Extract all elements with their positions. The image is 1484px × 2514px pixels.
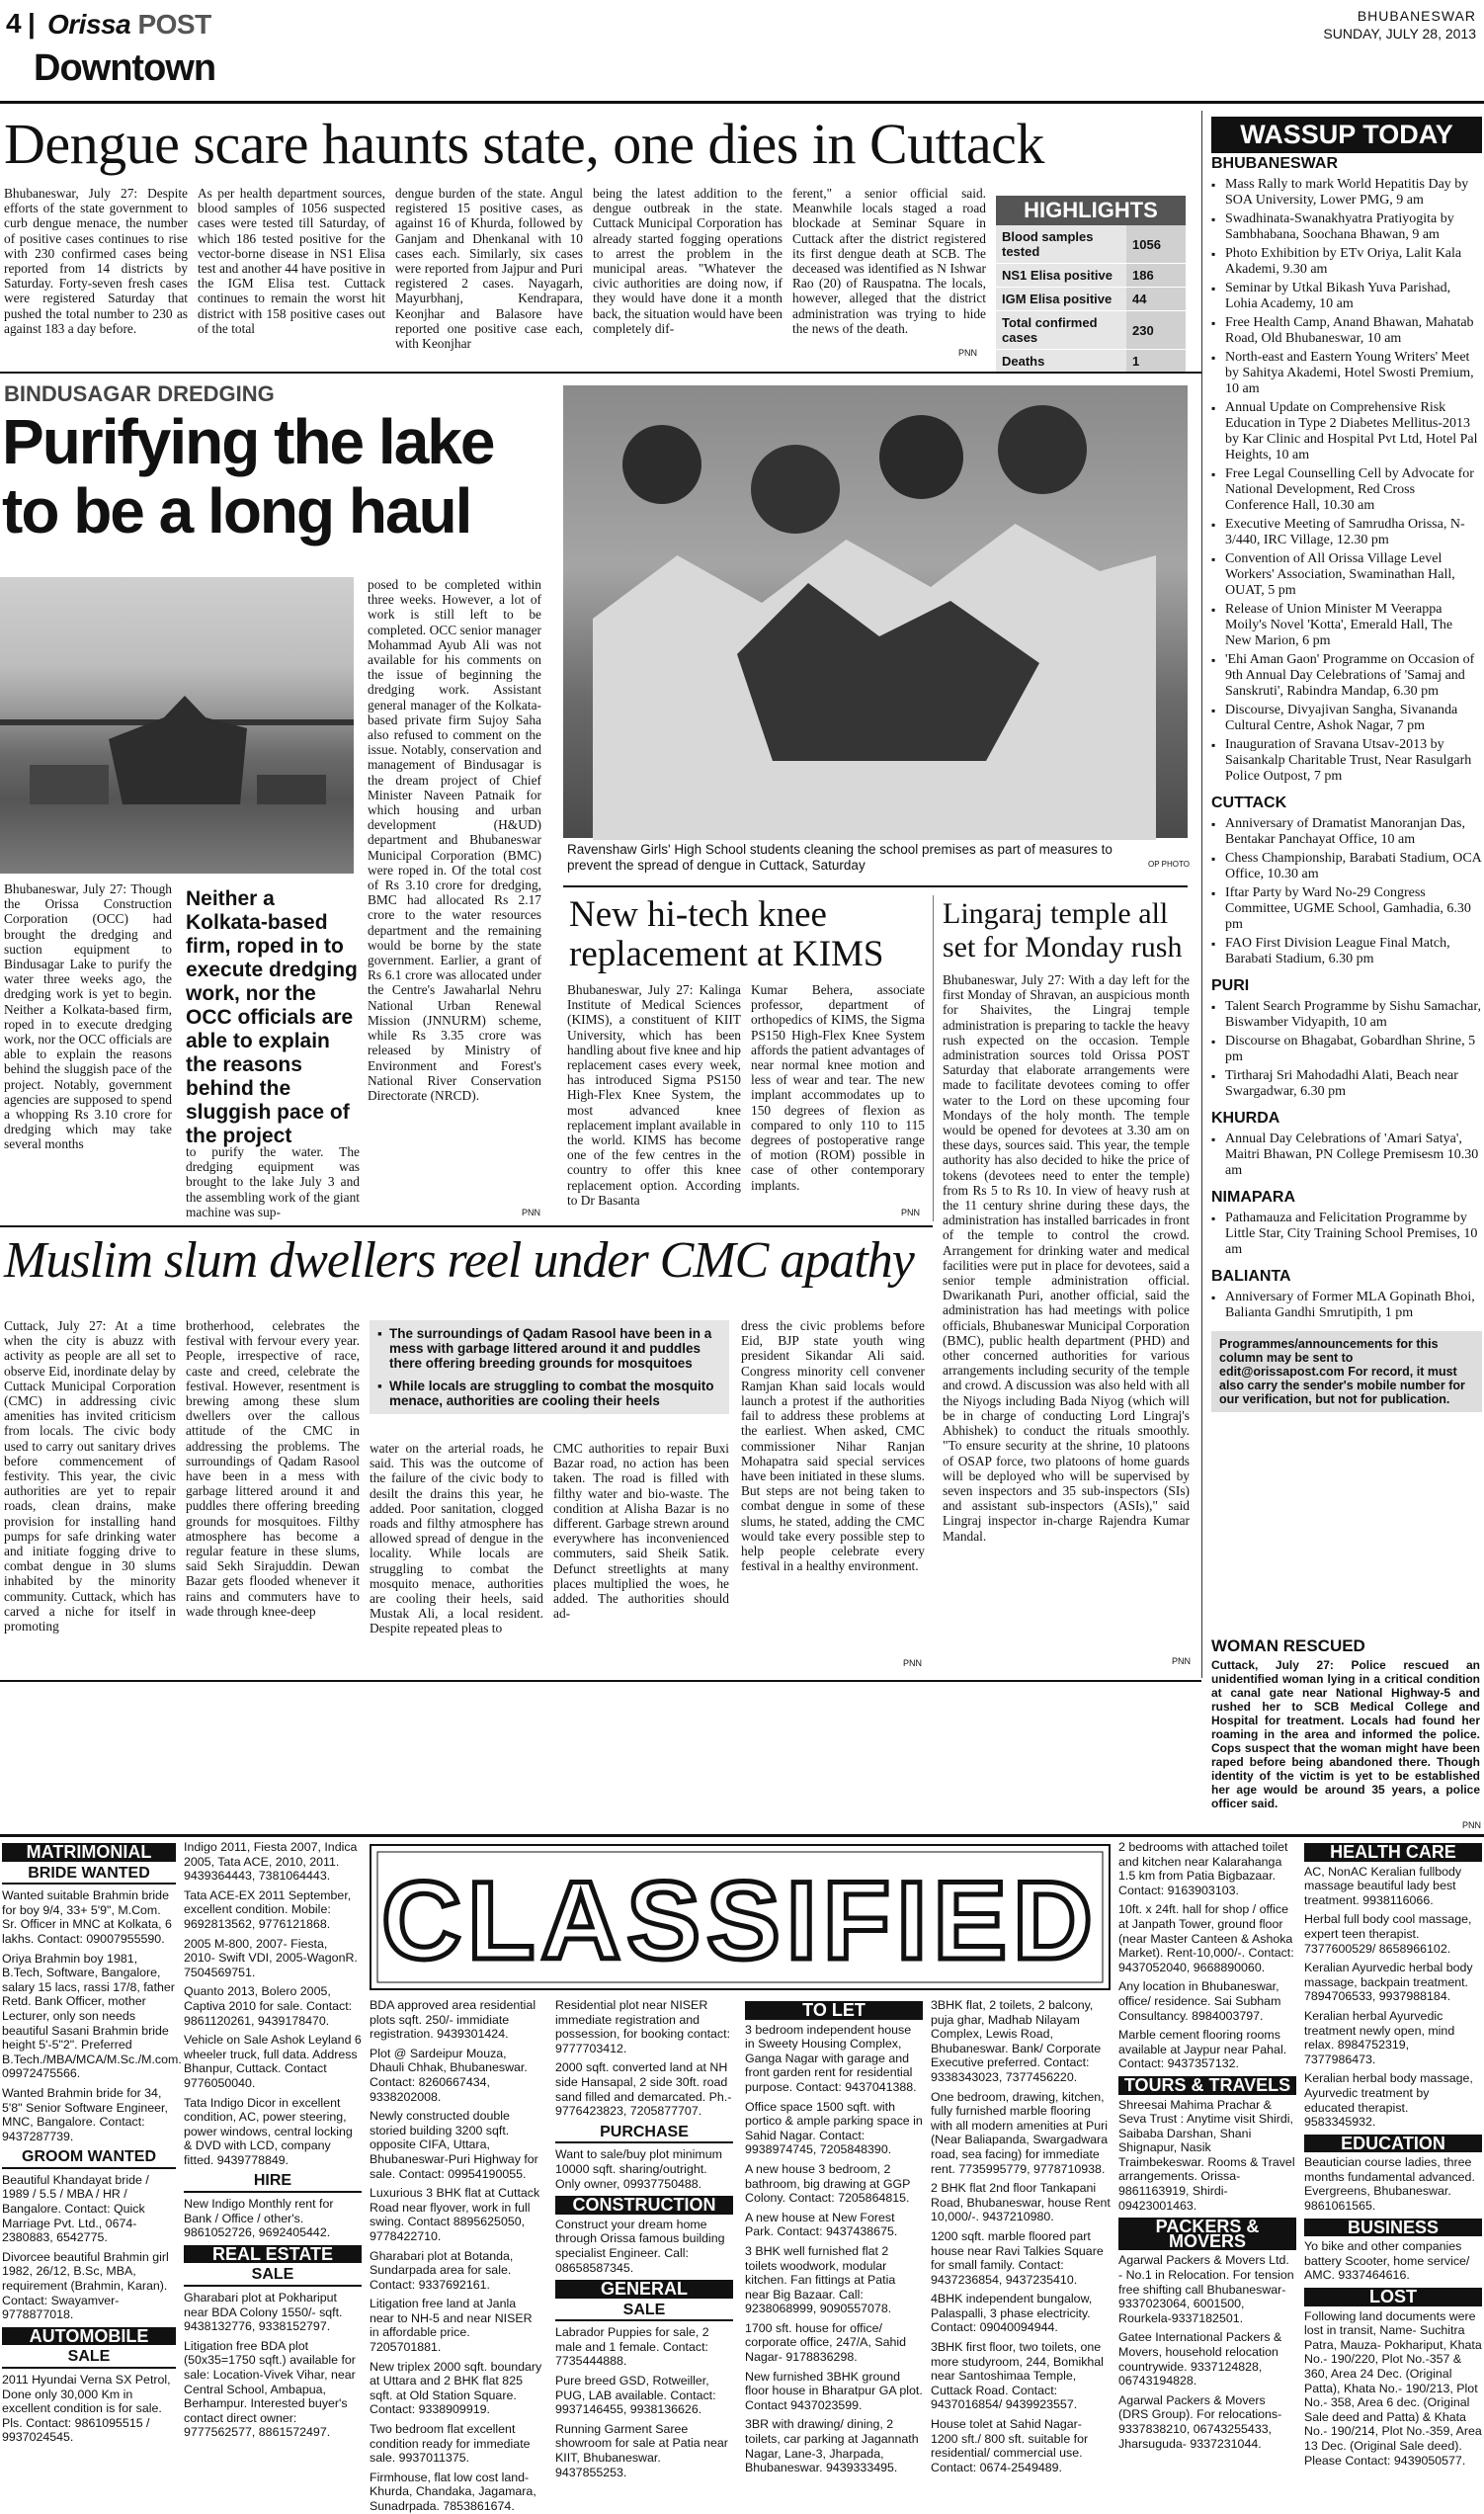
classified-ad: Marble cement flooring rooms available at Jaypur near Pahal. Contact: 9437357132. xyxy=(1118,2028,1287,2071)
classified-ad: 2011 Hyundai Verna SX Petrol, Done only 30,000 Km in excellent condition is for sale. Pls. Contact: 9861095515 / 9937024545. xyxy=(2,2373,171,2445)
story1-headline: Dengue scare haunts state, one dies in Cuttack xyxy=(4,112,1044,176)
classified-ad: Want to sale/buy plot minimum 10000 sqft. sharing/outright. Only owner, 09937750488. xyxy=(555,2147,722,2191)
wassup-item: ▪ Convention of All Orissa Village Level Workers' Association, Swaminathan Hall, OUAT, 5 pm xyxy=(1211,551,1482,599)
classified-col xyxy=(1118,1840,1296,2451)
story5-quote: ▪ While locals are struggling to combat the mosquito menace, authorities are cooling their heels xyxy=(377,1379,714,1408)
classified-rule xyxy=(0,1680,1201,1682)
story4-headline: Lingaraj temple all set for Monday rush xyxy=(943,897,1183,964)
highlights-row: Blood samples tested 1056 xyxy=(996,225,1186,264)
story3-col: Kumar Behera, associate professor, department of orthopedics of KIMS, the Sigma PS150 High-Flex Knee System affords the patient advantages of near normal knee motion and less of wear and tear. The new implant accommodates up to 150 degrees of flexion as compared to only 110 to 115 degrees of postoperative range of motion (ROM) possible in case of other contemporary implants. xyxy=(751,982,925,1193)
classified-col xyxy=(1304,1840,1482,2468)
story5-quote-box xyxy=(370,1320,729,1414)
wassup-item: ▪ 'Ehi Aman Gaon' Programme on Occasion of 9th Annual Day Celebrations of 'Samaj and Sanskruti', Rabindra Mandap, 6.30 pm xyxy=(1211,652,1482,700)
classified-ad: Beautician course ladies, three months fundamental advanced. Evergreens, Bhubaneswar. 9861061565. xyxy=(1304,2155,1475,2214)
classified-ad: 1700 sft. house for office/ corporate office, 247/A, Sahid Nagar- 9178836298. xyxy=(745,2320,907,2365)
classified-col xyxy=(2,1840,182,2445)
wassup-item: ▪ Seminar by Utkal Bikash Yuva Parishad, Lohia Academy, 10 am xyxy=(1211,281,1482,312)
classified-ad: Agarwal Packers & Movers (DRS Group). For relocations-9337838210, 06743255433, Jharsuguda- 9337231044. xyxy=(1118,2392,1282,2451)
classified-sub: HIRE xyxy=(184,2172,362,2193)
story2-headline-line: Purifying the lake xyxy=(2,406,494,477)
dateline-city: BHUBANESWAR xyxy=(1357,8,1476,24)
classified-head: TO LET xyxy=(745,2001,923,2020)
wassup-item: ▪ Photo Exhibition by ETv Oriya, Lalit Kala Akademi, 9.30 am xyxy=(1211,246,1482,278)
wassup-item: ▪ Swadhinata-Swanakhyatra Pratiyogita by Sambhabana, Soochana Bhawan, 9 am xyxy=(1211,211,1482,243)
wassup-item: ▪ Iftar Party by Ward No-29 Congress Committee, UGME School, Gamhadia, 6.30 pm xyxy=(1211,885,1482,933)
classified-col xyxy=(370,1998,543,2513)
classified-ad: One bedroom, drawing, kitchen, fully furnished marble flooring with all modern amenities at Puri (Near Baliapanda, Swargadwara road, sea facing) for immediate rent. 7735995779, 9778710938. xyxy=(931,2089,1109,2176)
story2-headline xyxy=(2,407,493,545)
story2-col-right: posed to be completed within three weeks. However, a lot of work is still left to be completed. OCC senior manager Mohammad Ayub Ali was not available for his comments on the issue of beginning the dredging work. Assistant general manager of the Kolkata-based private firm Sujoy Saha also refused to comment on the issue. Notably, conservation and management of Bindusagar is the dream project of Chief Minister Naveen Patnaik for which housing and urban development (H&UD) department and Bhubaneswar Municipal Corporation (BMC) were roped in. Of the total cost of Rs 3.10 crore for dredging, BMC had allocated Rs 2.17 crore to the water resources department and the remaining would be borne by the state government. Earlier, a grant of Rs 6.1 crore was allocated under the Centre's Jawaharlal Nehru National Urban Renewal Mission (JNNURM) scheme, while Rs 3.35 crore was released by Ministry of Environment and Forest's National River Conservation Directorate (NRCD). xyxy=(368,577,541,1103)
section-title: Downtown xyxy=(34,47,216,89)
classified-ad: House tolet at Sahid Nagar- 1200 sft./ 800 sft. suitable for residential/ commercial use. Contact: 0674-2549489. xyxy=(931,2417,1089,2474)
classified-head: REAL ESTATE xyxy=(184,2245,362,2264)
classified-ad: Yo bike and other companies battery Scooter, home service/ AMC. 9337464616. xyxy=(1304,2239,1470,2283)
classified-col xyxy=(931,1998,1111,2474)
wassup-item: ▪ Annual Day Celebrations of 'Amari Satya', Maitri Bhawan, PN College Premisesm 10.30 am xyxy=(1211,1131,1482,1179)
story5-headline: Muslim slum dwellers reel under CMC apathy xyxy=(4,1232,914,1289)
classified-ad: Oriya Brahmin boy 1981, B.Tech, Software, Bangalore, salary 15 lacs, rassi 17/8, father Retd. Bank Officer, mother Lecturer, only son needs beautiful Sasani Brahmin bride height 5'-5"2". Preferred B.Tech./MBA/MCA/M.Sc./M.com. 09972475566. xyxy=(2,1951,182,2081)
classified-ad: Divorcee beautiful Brahmin girl 1982, 26/12, B.Sc, MBA, requirement (Brahmin, Karan). Contact: Swayamver-9778877018. xyxy=(2,2249,169,2322)
classified-ad: 3BHK flat, 2 toilets, 2 balcony, puja ghar, Madhab Nilayam Complex, Lewis Road, Bhubaneswar. Bank/ Corporate Executive preferred. Contact: 9338343023, 7377456220. xyxy=(931,1998,1102,2084)
wassup-item: ▪ Mass Rally to mark World Hepatitis Day by SOA University, Lower PMG, 9 am xyxy=(1211,177,1482,209)
classified-head: TOURS & TRAVELS xyxy=(1118,2076,1296,2095)
story2-headline-line: to be a long haul xyxy=(2,475,471,546)
classified-ad: Litigation free BDA plot (50x35=1750 sqft.) available for sale: Location-Vivek Vihar, near Central School, Ambapua, Berhampur. Interested buyer's contact direct owner: 9777562577, 8861572497. xyxy=(184,2338,356,2440)
story5-col: dress the civic problems before Eid, BJP state youth wing president Sikandar Ali said. Congress minority cell convener Ramjan Khan said locals would launch a protest if the authorities fail to address these problems at the earliest. When asked, CMC commissioner Nihar Ranjan Mohapatra said special services have been initiated in these slums. But steps are not being taken to combat dengue in some of these slums, he stated, adding the CMC would take every possible step to help people celebrate every festival in a healthy environment. xyxy=(741,1318,925,1574)
students-photo xyxy=(563,385,1188,838)
classified-ad: Gharabari plot at Pokhariput near BDA Colony 1550/- sqft. 9438132776, 9338152797. xyxy=(184,2291,343,2334)
classified-ad: Residential plot near NISER immediate registration and possession, for booking contact: 9777703412. xyxy=(555,1998,731,2055)
classified-sub: SALE xyxy=(555,2302,733,2322)
classified-ad: Pure breed GSD, Rotweiller, PUG, LAB available. Contact: 9937146455, 9938136626. xyxy=(555,2374,716,2417)
classified-head: LOST xyxy=(1304,2288,1482,2306)
wassup-section-heading: NIMAPARA xyxy=(1211,1189,1296,1206)
classified-ad: New triplex 2000 sqft. boundary at Uttara and 2 BHK flat 825 sqft. at Old Station Square. Contact: 9338909919. xyxy=(370,2359,542,2417)
classified-ad: A new house at New Forest Park. Contact: 9437438675. xyxy=(745,2210,898,2239)
classified-ad: 3 BHK well furnished flat 2 toilets woodwork, modular kitchen. Fan fittings at Patia near Big Bazaar. Call: 9238068999, 9090557078. xyxy=(745,2243,896,2316)
woman-rescued-pnn: PNN xyxy=(1462,1820,1482,1830)
wassup-item: ▪ Free Health Camp, Anand Bhawan, Mahatab Road, Old Bhubaneswar, 10 am xyxy=(1211,315,1482,347)
wassup-item: ▪ Anniversary of Dramatist Manoranjan Das, Bentakar Panchayat Office, 10 am xyxy=(1211,816,1482,848)
classified-sub: PURCHASE xyxy=(555,2124,733,2144)
classified-ad: Beautiful Khandayat bride / 1989 / 5.5 / MBA / HR / Bangalore. Contact: Quick Marriage Pvt. Ltd., 0674-2380883, 6542775. xyxy=(2,2172,149,2245)
wassup-item: ▪ North-east and Eastern Young Writers' Meet by Sahitya Akademi, Hotel Swosti Premium, 10 am xyxy=(1211,350,1482,397)
story2-pnn: PNN xyxy=(522,1208,541,1217)
classified-ad: Quanto 2013, Bolero 2005, Captiva 2010 for sale. Contact: 9861120261, 9439178470. xyxy=(184,1984,353,2028)
story2-col-mid: to purify the water. The dredging equipment was brought to the lake July 3 and the assembling work of the giant machine was sup- xyxy=(186,1144,360,1219)
classified-head: EDUCATION xyxy=(1304,2135,1482,2153)
classified-ad: Plot @ Sardeipur Mouza, Dhauli Chhak, Bhubaneswar. Contact: 8260667434, 9338202008. xyxy=(370,2046,528,2104)
classified-ad: New Indigo Monthly rent for Bank / Office / other's. 9861052726, 9692405442. xyxy=(184,2197,334,2240)
wassup-section-heading: PURI xyxy=(1211,977,1250,994)
story1-pnn: PNN xyxy=(958,348,978,358)
classified-ad: AC, NonAC Keralian fullbody massage beautiful lady best treatment. 9938116066. xyxy=(1304,1864,1462,1907)
highlights-row: Deaths 1 xyxy=(996,350,1186,374)
wassup-item: ▪ Pathamauza and Felicitation Programme by Little Star, City Training School Premises, 10 am xyxy=(1211,1211,1482,1258)
classified-ad: Firmhouse, flat low cost land-Khurda, Chandaka, Jagamara, Sunadrpada. 7853861674. xyxy=(370,2470,536,2513)
wassup-item: ▪ Executive Meeting of Samrudha Orissa, N-3/440, IRC Village, 12.30 pm xyxy=(1211,517,1482,548)
wassup-item: ▪ Chess Championship, Barabati Stadium, OCA Office, 10.30 am xyxy=(1211,851,1482,882)
brand-orissa: Orissa xyxy=(47,9,131,40)
classified-ad: Gharabari plot at Botanda, Sundarpada area for sale. Contact: 9337692161. xyxy=(370,2248,514,2292)
woman-rescued-body: Cuttack, July 27: Police rescued an unidentified woman lying in a critical condition at canal gate near National Highway-5 and rushed her to SCB Medical College and Hospital for treatment. Locals had found her roaming in the area and informed the police. Cops suspect that the woman might have been raped before being abandoned there. Though identity of the victim is yet to be established her age would be around 35 years, a police officer said. xyxy=(1211,1658,1480,1810)
story1-col: ferent," a senior official said. Meanwhile locals staged a road blockade at Seminar Square in Cuttack after the district registered its first dengue death at SCB. The deceased was identified as N Ishwar Rao (20) of Rauspatna. The locals, however, alleged that the district administration was trying to hide the news of the death. xyxy=(792,186,986,336)
woman-rescued-headline: WOMAN RESCUED xyxy=(1211,1636,1365,1655)
wassup-item: ▪ Annual Update on Comprehensive Risk Education in Type 2 Diabetes Mellitus-2013 by Kar Clinic and Hospital Pvt Ltd, Hotel Pal Heights, 10 am xyxy=(1211,400,1482,463)
wassup-item: ▪ Free Legal Counselling Cell by Advocate for National Development, Red Cross Conference Hall, 10.30 am xyxy=(1211,466,1482,514)
wassup-note: Programmes/announcements for this column may be sent to edit@orissapost.com For record, it must also carry the sender's mobile number for our verification, but not for publication. xyxy=(1211,1331,1482,1412)
story5-pnn: PNN xyxy=(903,1658,923,1668)
story2-kicker: BINDUSAGAR DREDGING xyxy=(4,381,275,406)
classified-ad: Running Garment Saree showroom for sale at Patia near KIIT, Bhubaneswar. 9437855253. xyxy=(555,2421,728,2479)
story4-body: Bhubaneswar, July 27: With a day left for the first Monday of Shravan, an auspicious month for Shaivites, the Lingraj temple administration is preparing to tackle the heavy rush expected on the occasion. Temple administration sources told Orissa POST Saturday that elaborate arrangements were made to facilitate devotees coming to offer water to the Lord on these upcoming four Mondays of the holy month. The temple would be opened for devotees at 3.30 am on these days, sources said. This year, the temple authority has also decided to hike the price of tokens (devotees need to enter the temple) from Rs 5 to Rs 10. In view of heavy rush at the 11 century shrine during these days, the administration has installed barricades in front of the temple to control the crowd. Arrangement for drinking water and medical facilities were put in place for devotees, said a senior temple administration official. Dwarikanath Puri, another official, said the administration has had meetings with police officials, Bhubaneswar Municipal Corporation (BMC), public health department (PHD) and other concerned authorities for various arrangements including security of the temple and crowd. A discussion was also held with all the Niyogs including Bada Niyog (which will be in charge of conducting Lord Lingraj's Abhishek) to conduct the rituals smoothly. "To ensure security at the shrine, 10 platoons of OSAP force, two platoons of home guards will be deployed who will be supervised by seven inspectors and 35 sub-inspectors (SIs) and assistant sub-inspectors (ASIs)," said Lingraj inspector in-charge Rajendra Kumar Mandal. xyxy=(943,972,1190,1544)
highlights-title: HIGHLIGHTS xyxy=(996,196,1186,225)
wassup-item: ▪ Anniversary of Former MLA Gopinath Bhoi, Balianta Gandhi Smrutipith, 1 pm xyxy=(1211,1290,1482,1321)
highlights-table xyxy=(996,225,1186,374)
classified-ad: 2 BHK flat 2nd floor Tankapani Road, Bhubaneswar, house Rent 10,000/-. 9437210980. xyxy=(931,2181,1111,2224)
classified-ad: 3 bedroom independent house in Sweety Housing Complex, Ganga Nagar with garage and front garden rent for residential purpose. Contact: 9437041388. xyxy=(745,2022,917,2094)
classified-ad: 2005 M-800, 2007- Fiesta, 2010- Swift VDI, 2005-WagonR. 7504569751. xyxy=(184,1936,358,1979)
story3-headline: New hi-tech knee replacement at KIMS xyxy=(569,894,884,974)
photo-rule xyxy=(563,885,1188,887)
classified-ad: Any location in Bhubaneswar, office/ residence. Sai Subham Consultancy. 8984003797. xyxy=(1118,1979,1281,2023)
story4-pnn: PNN xyxy=(1172,1656,1192,1666)
classified-ad: Keralian herbal Ayurvedic treatment newly open, mind relax. 8984752319, 7377986473. xyxy=(1304,2008,1455,2066)
story3-divider xyxy=(933,895,934,1221)
classified-head: AUTOMOBILE xyxy=(2,2327,176,2346)
highlights-row: IGM Elisa positive 44 xyxy=(996,288,1186,311)
classified-ad: 2000 sqft. converted land at NH side Hansapal, 2 side 30ft. road sand filled and demarcated. Ph.- 9776423823, 7205877707. xyxy=(555,2060,732,2119)
classified-ad: Newly constructed double storied building 3200 sqft. opposite CIFA, Uttara, Bhubaneswar-Puri Highway for sale. Contact: 09954190055. xyxy=(370,2109,538,2181)
classified-banner xyxy=(370,1844,1111,1990)
classified-ad: Shreesai Mahima Prachar & Seva Trust : Anytime visit Shirdi, Saibaba Darshan, Shani Shignapur, Nasik Traimbekeswar. Rooms & Travel arrangements. Orissa- 9861163919, Shirdi- 09423001463. xyxy=(1118,2097,1295,2213)
page-number: 4 xyxy=(6,8,22,39)
classified-sub: GROOM WANTED xyxy=(2,2148,176,2169)
story1-rule xyxy=(0,372,1201,374)
story5-quote: ▪ The surroundings of Qadam Rasool have been in a mess with garbage littered around it and puddles there offering breeding grounds for mosquitoes xyxy=(377,1326,712,1371)
classified-ad: Following land documents were lost in transit, Name- Suchitra Patra, Mauza- Pokhariput, Khata No.- 190/220, Plot No.-357 & 360, Area 24 Dec. (Original Patta), Khata No.- 190/213, Plot No.- 358, Area 6 dec. (Original Sale deed and Patta) & Khata No.- 190/214, Plot No.-359, Area 13 Dec. (Original Sale deed). Please Contact: 9439050577. xyxy=(1304,2308,1482,2468)
wassup-section-heading: KHURDA xyxy=(1211,1110,1280,1127)
classified-ad: 1200 sqft. marble floored part house near Ravi Talkies Square for small family. Contact: 9437236854, 9437235410. xyxy=(931,2228,1104,2287)
classified-ad: BDA approved area residential plots sqft. 250/- immidiate registration. 9439301424. xyxy=(370,1998,536,2042)
story5-col: water on the arterial roads, he said. This was the outcome of the failure of the civic body to desilt the drains this year, he added. Poor sanitation, clogged roads and filthy atmosphere has allowed spread of dengue in the locality. While locals are struggling to combat the mosquito menace, authorities are cooling their heels, said Mustak Ali, a local resident. Despite repeated pleas to xyxy=(370,1441,543,1636)
wassup-item: ▪ Discourse on Bhagabat, Gobardhan Shrine, 5 pm xyxy=(1211,1034,1482,1065)
classified-ad: 10ft. x 24ft. hall for shop / office at Janpath Tower, ground floor (near Master Canteen & Ashoka Market). Rent-10,000/-. Contact: 9437052040, 9668890060. xyxy=(1118,1902,1294,1974)
classified-head: BUSINESS xyxy=(1304,2219,1482,2237)
classified-ad: Labrador Puppies for sale, 2 male and 1 female. Contact: 7735444888. xyxy=(555,2325,709,2369)
classified-ad: Wanted suitable Brahmin bride for boy 9/4, 33+ 5'9", M.Com. Sr. Officer in MNC at Kolkata, 6 lakhs. Contact: 09007955590. xyxy=(2,1888,172,1946)
classified-ad: New furnished 3BHK ground floor house in Bharatpur GA plot. Contact 9437023599. xyxy=(745,2369,923,2412)
classified-ad: Two bedroom flat excellent condition ready for immediate sale. 9937011375. xyxy=(370,2422,531,2466)
classified-ad: Tata Indigo Dicor in excellent condition, AC, power steering, power windows, central locking & DVD with LCD, company fitted. 9439778849. xyxy=(184,2095,353,2167)
classified-sub: BRIDE WANTED xyxy=(2,1865,176,1886)
classified-sub: SALE xyxy=(2,2348,176,2369)
classified-ad: 2 bedrooms with attached toilet and kitchen near Kalarahanga 1.5 km from Patia Bigbazaar. Contact: 9163903103. xyxy=(1118,1840,1288,1897)
story1-col: Bhubaneswar, July 27: Despite efforts of the state government to curb dengue menace, the number of positive cases continues to rise with 230 confirmed cases being reported from 14 districts by Saturday. Forty-seven fresh cases were registered Saturday that pushed the total number to 230 as against 183 a day before. xyxy=(4,186,188,336)
classified-head: CONSTRUCTION xyxy=(555,2196,733,2215)
classified-ad: A new house 3 bedroom, 2 bathroom, big drawing at GGP Colony. Contact: 7205864815. xyxy=(745,2161,911,2206)
wassup-item: ▪ Talent Search Programme by Sishu Samachar, Biswamber Vidyapith, 10 am xyxy=(1211,999,1482,1031)
wassup-item: ▪ Tirtharaj Sri Mahodadhi Alati, Beach near Swargadwar, 6.30 pm xyxy=(1211,1068,1482,1100)
classified-ad: Agarwal Packers & Movers Ltd. - No.1 in Relocation. For tension free shifting call Bhubaneswar- 9337023064, 6001500, Rourkela-9337182501. xyxy=(1118,2253,1294,2325)
classified-ad: Construct your dream home through Orissa famous building specialist Engineer. Call: 08658587345. xyxy=(555,2217,725,2275)
story2-rule xyxy=(0,1225,933,1227)
classified-ad: 3BHK first floor, two toilets, one more studyroom, 244, Bomikhal near Santoshimaa Temple, Cuttack Road. Contact: 9437016854/ 9439923557. xyxy=(931,2340,1104,2412)
classified-ad: 3BR with drawing/ dining, 2 toilets, car parking at Jagannath Nagar, Lane-3, Jharpada, Bhubaneswar. 9439333495. xyxy=(745,2417,919,2475)
classified-ad: Luxurious 3 BHK flat at Cuttack Road near flyover, work in full swing. Contact 8895625050, 9778422710. xyxy=(370,2186,540,2243)
classified-ad: Keralian herbal body massage, Ayurvedic treatment by educated therapist. 9583345932. xyxy=(1304,2071,1473,2130)
classified-col xyxy=(745,1998,923,2475)
story3-pnn: PNN xyxy=(901,1208,921,1217)
story2-pullquote: Neither a Kolkata-based firm, roped in to execute dredging work, nor the OCC officials are able to explain the reasons behind the sluggish pace of the project xyxy=(186,887,358,1147)
highlights-row: NS1 Elisa positive 186 xyxy=(996,264,1186,288)
classified-head: HEALTH CARE xyxy=(1304,1843,1482,1862)
story1-col: being the latest addition to the dengue outbreak in the state. Cuttack Municipal Corporation has already started fogging operations to arrest the problem in the municipal areas. "Whatever the civic authorities are doing now, if they would have done it a month back, the situation would have been completely dif- xyxy=(593,186,783,336)
wassup-panel xyxy=(1211,117,1482,1634)
story1-col: As per health department sources, blood samples of 1056 suspected cases were tested till Saturday, of which 186 tested positive for the vector-borne disease in NS1 Elisa test and another 44 have positive in the IGM Elisa test. Cuttack continues to remain the worst hit district with 158 positive cases out of the total xyxy=(198,186,385,336)
wassup-list xyxy=(1211,155,1482,1321)
story2-col-left: Bhubaneswar, July 27: Though the Orissa Construction Corporation (OCC) had brought the dredging and suction equipment to Bindusagar Lake to purify the water three weeks ago, the dredging work is yet to begin. Neither a Kolkata-based firm, roped in to execute dredging work, nor the OCC officials are able to explain the reasons behind the sluggish pace of the project. Notably, government agencies are supposed to spend a whopping Rs 3.10 crore for dredging which may take several months xyxy=(4,881,172,1152)
brand-post: POST xyxy=(137,9,211,40)
wassup-divider xyxy=(1201,111,1202,1678)
classified-col xyxy=(184,1840,362,2440)
wassup-title: WASSUP TODAY xyxy=(1211,117,1482,153)
wassup-item: ▪ Inauguration of Sravana Utsav-2013 by Saisankalp Charitable Trust, Near Rasulgarh Police Outpost, 7 pm xyxy=(1211,737,1482,785)
classified-ad: Office space 1500 sqft. with portico & ample parking space in Sahid Nagar. Contact: 9938974745, 7205848390. xyxy=(745,2099,923,2157)
story3-col: Bhubaneswar, July 27: Kalinga Institute of Medical Sciences (KIMS), a constituent of KIIT University, which has been handling about five knee and hip replacement cases every week, has introduced Sigma PS150 High-Flex Knee System, the most advanced knee replacement implant available in the world. KIMS has become one of the few centres in the country to offer this knee replacement option. According to Dr Basanta xyxy=(567,982,741,1208)
story5-col: Cuttack, July 27: At a time when the city is abuzz with activity as people are all set to observe Eid, inordinate delay by Cuttack Municipal Corporation (CMC) in addressing civic amenities has invited criticism from locals. The civic body used to carry out sanitary drives before commencement of festivity. This year, the civic authorities are yet to repair roads, clean drains, make provision for installing hand pumps for safe drinking water and initiate fogging drive to combat dengue in 30 slums inhabited by the minority community. Cuttack, which has carved a niche for itself in promoting xyxy=(4,1318,176,1634)
story1-col: dengue burden of the state. Angul registered 15 positive cases, as against 16 of Khurda, followed by Ganjam and Dhenkanal with 10 cases each. Similarly, six cases were reported from Jajpur and Puri registered 2 cases. Nayagarh, Mayurbhanj, Kendrapara, Keonjhar and Balasore have reported one positive case each, with Keonjhar xyxy=(395,186,583,352)
classified-ad: Tata ACE-EX 2011 September, excellent condition. Mobile: 9692813562, 9776121868. xyxy=(184,1887,352,1931)
highlights-box xyxy=(996,196,1186,374)
photo-credit: OP PHOTO xyxy=(1148,860,1190,869)
classified-ad: Vehicle on Sale Ashok Leyland 6 wheeler truck, full data. Address Bhanpur, Cuttack. Contact 9776050040. xyxy=(184,2033,362,2090)
classified-head: PACKERS & MOVERS xyxy=(1118,2218,1296,2250)
page-number-divider: | xyxy=(28,8,36,39)
dredging-photo xyxy=(0,577,354,874)
wassup-section-heading: CUTTACK xyxy=(1211,795,1287,811)
wassup-section-heading: BHUBANESWAR xyxy=(1211,155,1338,172)
highlights-row: Total confirmed cases 230 xyxy=(996,311,1186,350)
wassup-section-heading: BALIANTA xyxy=(1211,1268,1291,1285)
classified-ad: Herbal full body cool massage, expert teen therapist. 7377600529/ 8658966102. xyxy=(1304,1912,1472,1956)
classified-head: GENERAL xyxy=(555,2280,733,2299)
classified-head: MATRIMONIAL xyxy=(2,1843,176,1862)
classified-col xyxy=(555,1998,733,2479)
brand-logo xyxy=(47,9,211,41)
dateline-date: SUNDAY, JULY 28, 2013 xyxy=(1323,26,1476,42)
wassup-item: ▪ Release of Union Minister M Veerappa Moily's Novel 'Kotta', Emerald Hall, The New Marion, 6 pm xyxy=(1211,602,1482,649)
classified-title: CLASSIFIED xyxy=(381,1859,1099,1982)
photo-caption: Ravenshaw Girls' High School students cleaning the school premises as part of measures to prevent the spread of dengue in Cuttack, Saturday xyxy=(567,842,1113,873)
classified-ad: 4BHK independent bungalow, Palaspalli, 3 phase electricity. Contact: 09040094944. xyxy=(931,2292,1093,2335)
classified-ad: Gatee International Packers & Movers, household relocation countrywide. 9337124828, 06743194828. xyxy=(1118,2330,1282,2388)
story5-col: CMC authorities to repair Buxi Bazar road, no action has been taken. The road is filled with filthy water and bio-waste. The condition at Alisha Bazar is no different. Garbage strewn around everywhere has inconvenienced commuters, said Sheik Satik. Defunct streetlights at many places multiplied the woes, he added. The authorities should ad- xyxy=(553,1441,729,1622)
classified-ad: Keralian Ayurvedic herbal body massage, backpain treatment. 7894706533, 9937988184. xyxy=(1304,1961,1473,2004)
wassup-item: ▪ FAO First Division League Final Match, Barabati Stadium, 6.30 pm xyxy=(1211,936,1482,967)
masthead-rule xyxy=(0,101,1484,104)
story5-col: brotherhood, celebrates the festival with fervour every year. People, irrespective of race, caste and creed, celebrate the festival. However, resentment is brewing among these slum dwellers over the callous attitude of the CMC in addressing the problems. The surroundings of Qadam Rasool have been in a mess with garbage littered around it and puddles there offering breeding grounds for mosquitoes. Filthy atmosphere has become a regular feature in these slums, said Sekh Sirajuddin. Dewan Bazar gets flooded whenever it rains and commuters have to wade through knee-deep xyxy=(186,1318,360,1619)
classified-ad: Litigation free land at Janla near to NH-5 and near NISER in affordable price. 7205701881. xyxy=(370,2297,533,2355)
wassup-item: ▪ Discourse, Divyajivan Sangha, Sivananda Cultural Centre, Ashok Nagar, 7 pm xyxy=(1211,703,1482,734)
classified-ad: Wanted Brahmin bride for 34, 5'8" Senior Software Engineer, MNC, Bangalore. Contact: 9437287739. xyxy=(2,2085,168,2143)
classified-sub: SALE xyxy=(184,2266,362,2287)
classified-ad: Indigo 2011, Fiesta 2007, Indica 2005, Tata ACE, 2010, 2011. 9439364443, 7381064443. xyxy=(184,1840,358,1884)
classified-rule-full xyxy=(0,1834,1484,1837)
